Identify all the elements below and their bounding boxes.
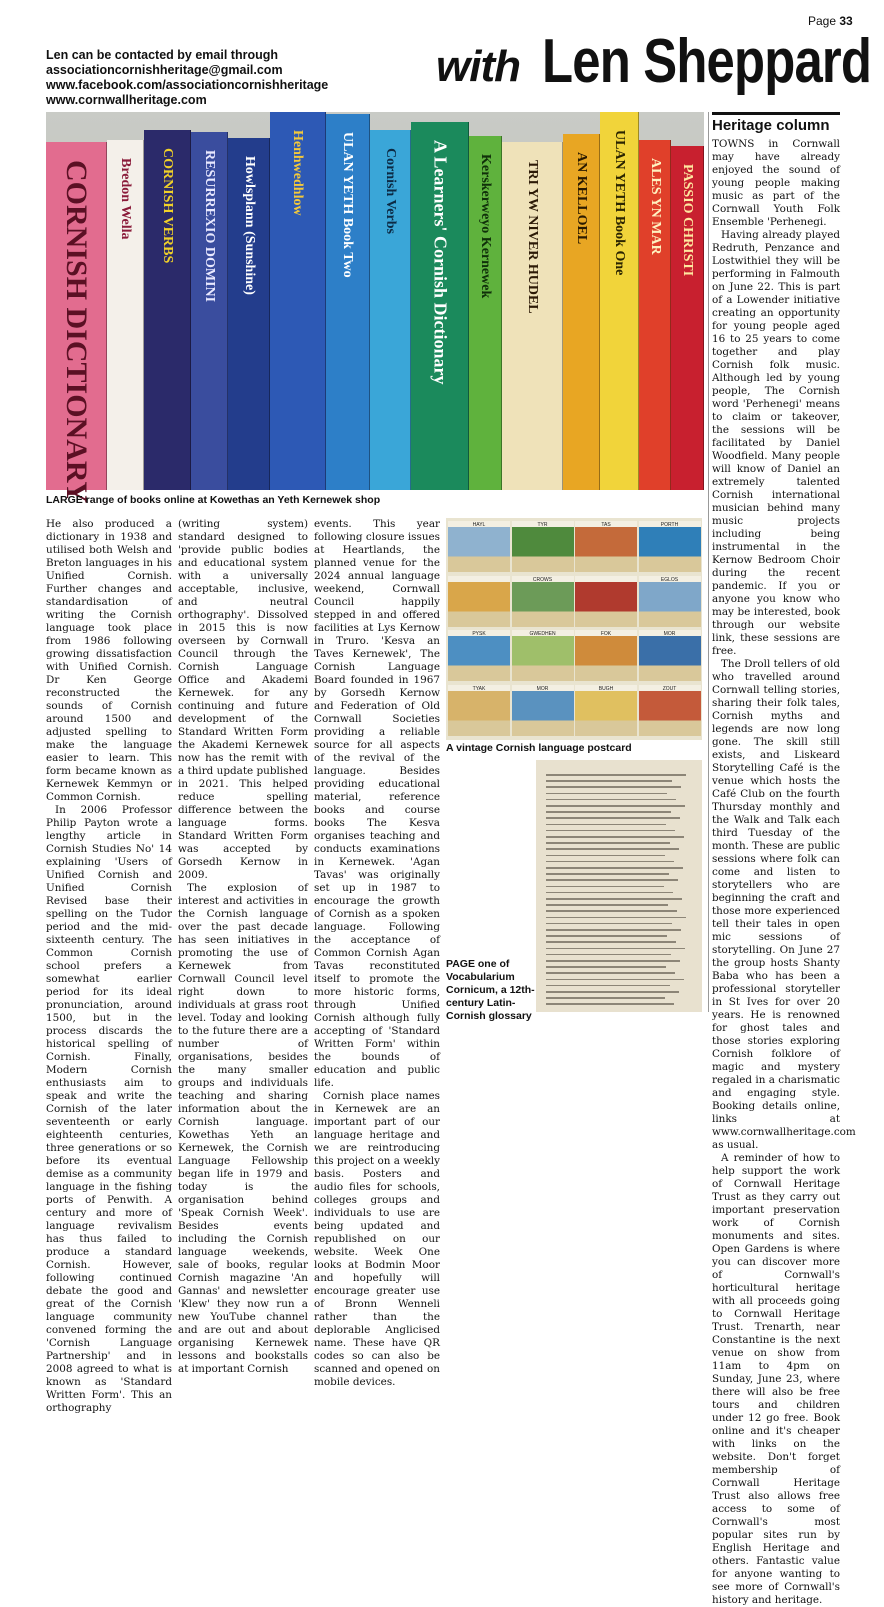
postcard-tile (448, 521, 510, 572)
manuscript-line (546, 985, 670, 987)
book-title: Cornish Verbs (382, 148, 398, 234)
book-title: A Learners' Cornish Dictionary (430, 140, 451, 385)
manuscript-line (546, 780, 672, 782)
book-title: CORNISH DICTIONARY (59, 160, 93, 504)
book-title: Howlsplann (Sunshine) (241, 156, 257, 295)
postcard-tile (575, 685, 637, 736)
page-number-label: Page (808, 14, 837, 28)
postcard-tile-label: FOK (600, 631, 612, 637)
page-number-value: 33 (839, 14, 853, 28)
article-column-2 (178, 518, 308, 1375)
manuscript-line (546, 935, 667, 937)
paragraph: (writing system) standard designed to 'provide public bodies and educational system with a universally acceptable, inclusive, and neutral orthography'. Dissolved in 2015 this is now overseen by Cornwall Council through the Cornish Language Office and Akademi Kernewek. for any continuing and future development of the Standard Written Form the Akademi Kernewek now has the remit with a third update published in 2021. This helped reduce spelling difference between the language forms. Standard Written Form was accepted by Gorsedh Kernow in 2009. (178, 518, 308, 881)
book-spine (563, 134, 600, 490)
manuscript-line (546, 948, 685, 950)
contact-block (46, 48, 426, 108)
manuscript-line (546, 966, 666, 968)
manuscript-line (546, 972, 675, 974)
book-spine (191, 132, 228, 490)
manuscript-line (546, 836, 684, 838)
postcard-tile (512, 576, 574, 627)
article-column-1 (46, 518, 172, 1414)
contact-email[interactable]: associationcornishheritage@gmail.com (46, 63, 283, 77)
paragraph: Having already played Redruth, Penzance and Lostwithiel they will be performing in Falmouth on June 22. This is part of a Lowender initiative creating an opportunity for young people aged 16 to 25 years to come together and play Cornish folk music. Although led by young people, The Cornish word 'Perhenegi' means to claim or takeover, the sessions will be facilitated by Daniel Woodfield. Many people will know of Daniel an extremely talented Cornish international musician behind many music projects including being instrumental in the Kernow Bedroom Choir during the recent pandemic. If you or anyone you know who may be interested, book through our website link, these sessions are free. (712, 229, 840, 657)
postcard-tile-label: GWEDHEN (529, 631, 556, 637)
vintage-postcard-image (446, 518, 702, 740)
heritage-column-title: Heritage column (712, 112, 840, 137)
paragraph: TOWNS in Cornwall may have already enjoyed the sound of young people making music as part of the Cornwall Youth Folk Ensemble 'Perhenegi. (712, 138, 840, 228)
book-spine (270, 112, 326, 490)
manuscript-line (546, 817, 680, 819)
postcard-tile-label: PORTH (660, 522, 679, 528)
postcard-tile-label: TAS (601, 522, 611, 528)
postcard-tile (448, 630, 510, 681)
contact-website[interactable]: www.cornwallheritage.com (46, 93, 207, 107)
postcard-tile-label: EGLOS (660, 576, 679, 583)
book-spine (411, 122, 470, 490)
postcard-tile (639, 630, 701, 681)
book-title: TRI YW NIVER HUDEL (524, 160, 540, 314)
postcard-tile (512, 685, 574, 736)
manuscript-line (546, 848, 679, 850)
book-title: ALES YN MAR (647, 158, 663, 255)
manuscript-line (546, 879, 678, 881)
book-title: AN KELLOEL (573, 152, 589, 245)
book-title: Henhwedhlow (290, 130, 306, 216)
postcard-tile-label: MOR (663, 631, 676, 637)
paragraph: The Droll tellers of old who travelled around Cornwall telling stories, sharing their folk tales, Cornish myths and legends are now long gone. The skill still exists, and Liskeard Storytelling Café is the venue which hosts the Café Club on the fourth Thursday monthly and the Walk and Talk each third Tuesday of the month. These are public sessions where folk can come and listen to storytellers who are beginning the craft and those more experienced tell their tales in open mic sessions of storytelling. On June 27 the group hosts Shanty Baba who has been a professional storyteller in St Ives for over 20 years. He is renowned for ghost tales and those stories exploring Cornish folklore of magic and mystery regaled in a charismatic and engaging style. Booking details online, links at www.cornwallheritage.com as usual. (712, 658, 856, 1151)
column-divider (708, 112, 709, 1012)
book-spine (326, 114, 369, 490)
manuscript-line (546, 979, 684, 981)
postcard-tile-label: TYAK (472, 685, 486, 692)
postcard-caption: A vintage Cornish language postcard (446, 742, 632, 754)
manuscript-line (546, 867, 683, 869)
manuscript-line (546, 991, 679, 993)
postcard-tile-label: CROWS (532, 576, 553, 583)
manuscript-caption: PAGE one of Vocabularium Cornicum, a 12th-century Latin-Cornish glossary (446, 958, 535, 1022)
postcard-tile-label: BUGH (598, 685, 614, 692)
article-column-3 (314, 518, 440, 1388)
book-title: RESURREXIO DOMINI (202, 150, 218, 303)
manuscript-line (546, 904, 668, 906)
book-spine (639, 140, 672, 490)
postcard-tile-label: MOR (536, 685, 549, 692)
manuscript-line (546, 892, 673, 894)
manuscript-line (546, 898, 682, 900)
manuscript-line (546, 793, 667, 795)
manuscript-line (546, 786, 681, 788)
postcard-tile-label: HAYL (472, 522, 486, 528)
manuscript-line (546, 830, 675, 832)
book-spine (107, 140, 144, 490)
postcard-tile (512, 630, 574, 681)
book-spine (144, 130, 192, 490)
manuscript-line (546, 997, 665, 999)
manuscript-line (546, 805, 685, 807)
photo-caption: LARGE range of books online at Kowethas an Yeth Kernewek shop (46, 494, 381, 506)
contact-facebook[interactable]: www.facebook.com/associationcornishheritage (46, 78, 329, 92)
book-title: PASSIO CHRISTI (680, 164, 696, 277)
postcard-tile (639, 521, 701, 572)
book-title: Kerskerweyo Kernewek (478, 154, 494, 299)
book-spine (228, 138, 269, 490)
headline-with: with (436, 42, 520, 91)
postcard-tile-label: TYR (537, 522, 548, 528)
book-spine (370, 130, 411, 490)
postcard-tile-label: PYSK (472, 631, 486, 637)
manuscript-line (546, 1003, 674, 1005)
paragraph: Cornish place names in Kernewek are an important part of our language heritage and we are reintroducing this project on a weekly basis. Posters and audio files for schools, colleges groups and individuals to use are being updated and republished on our website. Week One looks at Bodmin Moor and hopefully will encourage greater use of Bronn Wenneli rather than the deplorable Anglicised name. These have QR codes so can also be scanned and opened on mobile devices. (314, 1090, 440, 1388)
manuscript-line (546, 842, 670, 844)
manuscript-line (546, 960, 680, 962)
book-spine (469, 136, 502, 490)
paragraph: The explosion of interest and activities in the Cornish language over the past decade has seen initiatives in promoting the use of Kernewek from Cornwall Council level right down to individuals at grass root level. Today and looking to the future there are a number of organisations, besides the many smaller groups and individuals teaching and sharing information about the Cornish language. Kowethas Yeth an Kernewek, the Cornish Language Fellowship began life in 1979 and today is the organisation behind 'Speak Cornish Week'. Besides events including the Cornish language weekends, sale of books, regular Cornish magazine 'An Gannas' and newsletter 'Klew' they now run a new YouTube channel and are out and about organising Kernewek lessons and bookstalls at important Cornish (178, 882, 308, 1375)
manuscript-line (546, 824, 666, 826)
book-spine (600, 112, 639, 490)
postcard-tile (512, 521, 574, 572)
contact-intro: Len can be contacted by email through (46, 48, 278, 62)
manuscript-line (546, 774, 686, 776)
heritage-column-text (712, 138, 856, 1606)
manuscript-line (546, 910, 677, 912)
paragraph: He also produced a dictionary in 1938 and utilised both Welsh and Breton languages in his Unified Cornish. Further changes and standardisation of writing the Cornish language took place from 1986 following growing dissatisfaction with Unified Cornish. Dr Ken George reconstructed the sounds of Cornish around 1500 and adjusted spelling to make the language easier to learn. This form became known as Kernewek Kemmyn or Common Cornish. (46, 518, 172, 803)
headline-name: Len Sheppard (542, 27, 872, 96)
manuscript-line (546, 941, 676, 943)
postcard-tile (575, 576, 637, 627)
postcard-tile (639, 685, 701, 736)
manuscript-line (546, 873, 669, 875)
postcard-tile (575, 630, 637, 681)
postcard-tile-label: ZOUT (662, 685, 677, 692)
manuscript-line (546, 855, 665, 857)
book-spine (502, 142, 563, 490)
manuscript-line (546, 799, 676, 801)
book-title: ULAN YETH Book Two (340, 132, 356, 278)
postcard-tile (575, 521, 637, 572)
postcard-tile (448, 576, 510, 627)
paragraph: A reminder of how to help support the work of Cornwall Heritage Trust as they carry out important preservation work of Cornish monuments and sites. Open Gardens is where you can discover more of Cornwall's horticultural heritage with all proceeds going to Cornwall Heritage Trust. Trenarth, near Constantine is the next venue on show from 11am to 4pm on Sunday, June 23, where there will also be free tours and children under 12 go free. Book online and it's cheaper with links on the website. Don't forget membership of Cornwall Heritage Trust also allows free access to some of Cornwall's most popular sites run by English Heritage and others. Fantastic value for anyone wanting to see more of Cornwall's history and heritage. (712, 1152, 840, 1606)
manuscript-line (546, 811, 671, 813)
manuscript-line (546, 929, 681, 931)
book-title: Bredon Wella (117, 158, 133, 240)
manuscript-line (546, 861, 674, 863)
manuscript-line (546, 917, 686, 919)
book-title: ULAN YETH Book One (611, 130, 627, 276)
book-spine (46, 142, 107, 504)
postcard-tile (448, 685, 510, 736)
postcard-tile (639, 576, 701, 627)
paragraph: events. This year following closure issues at Heartlands, the planned venue for the 2024 annual language weekend, Cornwall Council happily stepped in and offered facilities at Lys Kernow in Truro. 'Kesva an Taves Kernewek', The Cornish Language Board founded in 1967 by Gorsedh Kernow and Federation of Old Cornwall Societies providing a reliable source for all aspects of the revival of the language. Besides providing educational material, reference books and course books The Kesva organises teaching and conducts examinations in Kernewek. 'Agan Tavas' was originally set up in 1987 to encourage the growth of Cornish as a spoken language. Following the acceptance of Common Cornish Agan Tavas reconstituted itself to promote the more historic forms, through Unified Cornish although fully accepting of 'Standard Written Form' within the bounds of education and public life. (314, 518, 440, 1089)
paragraph: In 2006 Professor Philip Payton wrote a lengthy article in Cornish Studies No' 14 explaining 'Users of Unified Cornish and Unified Cornish Revised base their spelling on the Tudor period and the mid-sixteenth century. The Common Cornish school prefers a somewhat earlier period for its ideal pronunciation, around 1500, but in the process discards the historical spelling of Cornish. Finally, Modern Cornish enthusiasts aim to speak and write the Cornish of the later seventeenth or early eighteenth centuries, three generations or so before its eventual demise as a community language in the fishing ports of Penwith. A century and more of language revivalism has thus failed to produce a standard Cornish. However, following continued debate the good and great of the Cornish language community convened forming the 'Cornish Language Partnership' and in 2008 agreed to what is known as 'Standard Written Form'. This an orthography (46, 804, 172, 1414)
manuscript-line (546, 923, 672, 925)
book-title: CORNISH VERBS (160, 148, 176, 264)
book-spine (671, 146, 704, 490)
manuscript-line (546, 886, 664, 888)
manuscript-image (536, 760, 702, 1012)
manuscript-line (546, 954, 671, 956)
column-headline (436, 22, 872, 96)
